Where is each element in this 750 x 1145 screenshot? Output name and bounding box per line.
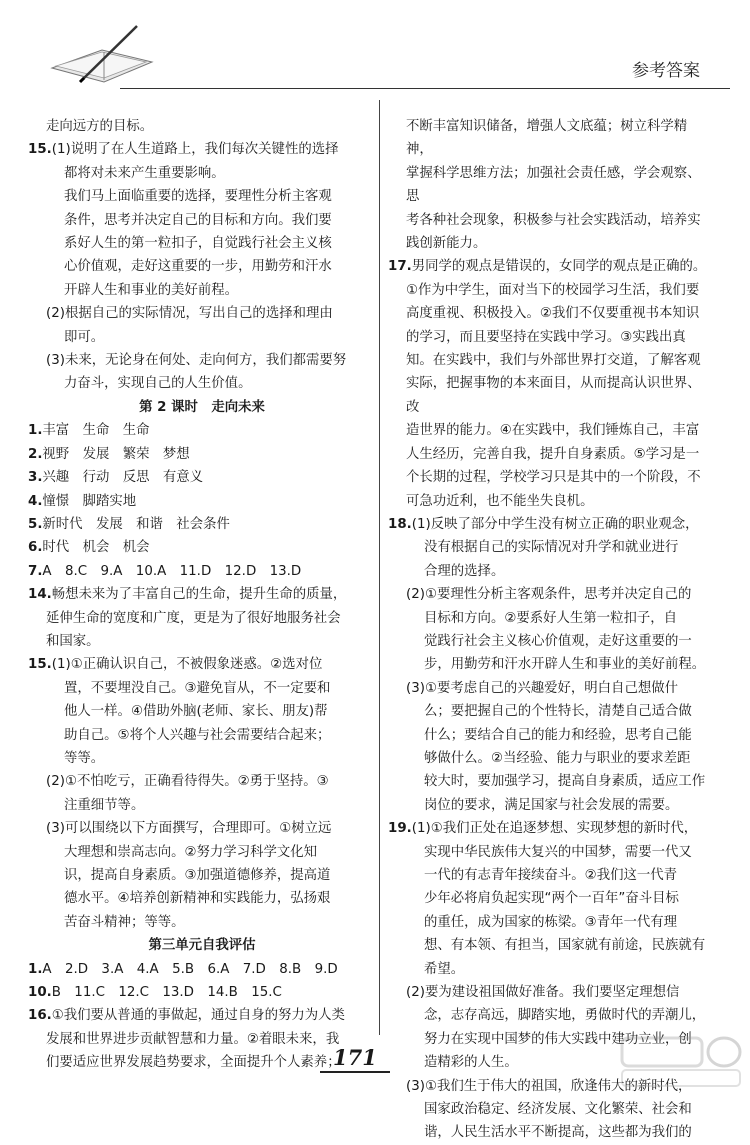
text-line	[28, 490, 376, 513]
text-line	[28, 583, 376, 606]
section-heading	[28, 396, 376, 419]
text-line	[388, 607, 708, 630]
line-text: 高度重视、积极投入。②我们不仅要重视书本知识	[406, 306, 700, 322]
line-text: 发展和世界进步贡献智慧和力量。②着眼未来，我	[46, 1031, 340, 1047]
text-line	[388, 302, 708, 325]
text-line	[388, 981, 708, 1004]
line-text: (3)①我们生于伟大的祖国，欣逢伟大的新时代，	[406, 1078, 692, 1094]
line-text: A 8.C 9.A 10.A 11.D 12.D 13.D	[42, 563, 302, 579]
page-number-underline	[320, 1071, 390, 1073]
line-text: 和国家。	[46, 633, 100, 649]
line-text: 兴趣 行动 反思 有意义	[42, 470, 204, 486]
line-text: 国家政治稳定、经济发展、文化繁荣、社会和	[424, 1102, 692, 1118]
line-text: (3)①要考虑自己的兴趣爱好，明白自己想做什	[406, 680, 679, 696]
line-text: 们要适应世界发展趋势要求，全面提升个人素养；	[46, 1055, 341, 1071]
line-text: 合理的选择。	[424, 563, 505, 579]
line-text: 岗位的要求，满足国家与社会发展的需要。	[424, 797, 679, 813]
line-text: 不断丰富知识储备，增强人文底蕴；树立科学精神，	[406, 119, 688, 158]
text-line	[388, 490, 708, 513]
line-text: 念，志存高远，脚踏实地，勇做时代的弄潮儿，	[424, 1008, 706, 1024]
text-line	[28, 1028, 376, 1051]
text-line	[28, 326, 376, 349]
text-line	[28, 302, 376, 325]
question-number: 1.	[28, 423, 43, 439]
line-text: 可急功近利，也不能坐失良机。	[406, 493, 594, 509]
line-text: 实际，把握事物的本来面目，从而提高认识世界、改	[406, 376, 701, 415]
header-rule	[120, 88, 730, 89]
text-line	[388, 209, 708, 232]
text-line	[28, 700, 376, 723]
text-line	[28, 279, 376, 302]
text-line	[388, 700, 708, 723]
text-line	[388, 770, 708, 793]
watermark-logo	[612, 1030, 747, 1090]
text-line	[28, 911, 376, 934]
line-text: 想、有本领、有担当，国家就有前途，民族就有	[424, 938, 706, 954]
text-line	[388, 279, 708, 302]
line-text: 都将对未来产生重要影响。	[64, 165, 225, 181]
line-text: 造精彩的人生。	[424, 1055, 518, 1071]
text-line	[28, 560, 376, 583]
text-line	[28, 653, 376, 676]
line-text: 践创新能力。	[406, 236, 487, 252]
text-line	[28, 209, 376, 232]
text-line	[28, 724, 376, 747]
text-line	[28, 794, 376, 817]
line-text: 置，不要埋没自己。③避免盲从，不一定要和	[64, 680, 331, 696]
line-text: ①我们要从普通的事做起，通过自身的努力为人类	[51, 1008, 345, 1024]
question-number: 6.	[28, 540, 43, 556]
text-line	[28, 372, 376, 395]
line-text: (1)①我们正处在追逐梦想、实现梦想的新时代，	[411, 821, 698, 837]
question-number: 3.	[28, 470, 43, 486]
line-text: 条件，思考并决定自己的目标和方向。我们要	[64, 212, 332, 228]
question-number: 4.	[28, 493, 43, 509]
text-line	[28, 817, 376, 840]
line-text: (1)说明了在人生道路上，我们每次关键性的选择	[51, 142, 339, 158]
line-text: 么；要把握自己的个性特长，清楚自己适合做	[424, 704, 692, 720]
line-text: 个长期的过程，学校学习只是其中的一个阶段，不	[406, 470, 701, 486]
line-text: 谐，人民生活水平不断提高，这些都为我们的	[424, 1125, 692, 1141]
text-line	[388, 817, 708, 840]
text-line	[388, 349, 708, 372]
line-text: 等等。	[64, 750, 105, 766]
text-line	[388, 841, 708, 864]
line-text: 男同学的观点是错误的，女同学的观点是正确的。	[411, 259, 707, 275]
text-line	[388, 653, 708, 676]
line-text: 什么；要结合自己的能力和经验，思考自己能	[424, 727, 692, 743]
text-line	[28, 419, 376, 442]
line-text: 目标和方向。②要系好人生第一粒扣子，自	[424, 610, 678, 626]
section-heading	[28, 934, 376, 957]
line-text: 我们马上面临重要的选择，要理性分析主客观	[64, 189, 332, 205]
text-line	[388, 419, 708, 442]
book-pen-logo-icon	[42, 20, 162, 90]
line-text: 力奋斗，实现自己的人生价值。	[64, 376, 252, 392]
text-line	[28, 958, 376, 981]
line-text: 大理想和崇高志向。②努力学习科学文化知	[64, 844, 318, 860]
text-line	[28, 443, 376, 466]
text-line	[388, 911, 708, 934]
line-text: 视野 发展 繁荣 梦想	[42, 446, 190, 462]
line-text: 新时代 发展 和谐 社会条件	[42, 516, 230, 532]
right-column	[388, 115, 708, 1145]
left-column	[28, 115, 376, 1075]
question-number: 18.	[388, 516, 412, 532]
line-text: 没有根据自己的实际情况对升学和就业进行	[424, 540, 679, 556]
text-line	[388, 536, 708, 559]
line-text: 实现中华民族伟大复兴的中国梦，需要一代又	[424, 844, 692, 860]
line-text: 苦奋斗精神；等等。	[64, 914, 185, 930]
text-line	[28, 841, 376, 864]
question-number: 2.	[28, 446, 43, 462]
line-text: 时代 机会 机会	[42, 540, 150, 556]
text-line	[388, 958, 708, 981]
text-line	[28, 1004, 376, 1027]
line-text: 延伸生命的宽度和广度，更是为了很好地服务社会	[46, 610, 341, 626]
line-text: 畅想未来为了丰富自己的生命，提升生命的质量，	[51, 587, 347, 603]
text-line	[28, 349, 376, 372]
text-line	[28, 981, 376, 1004]
line-text: 努力在实现中国梦的伟大实践中建功立业，创	[424, 1031, 692, 1047]
text-line	[28, 770, 376, 793]
text-line	[28, 513, 376, 536]
line-text: 第三单元自我评估	[148, 938, 256, 954]
page-header	[0, 0, 750, 100]
text-line	[388, 443, 708, 466]
question-number: 17.	[388, 259, 412, 275]
text-line	[388, 372, 708, 419]
line-text: 德水平。④培养创新精神和实践能力，弘扬艰	[64, 891, 331, 907]
line-text: A 2.D 3.A 4.A 5.B 6.A 7.D 8.B 9.D	[42, 961, 338, 977]
text-line	[388, 1098, 708, 1121]
line-text: B 11.C 12.C 13.D 14.B 15.C	[51, 985, 282, 1001]
text-line	[28, 232, 376, 255]
line-text: 系好人生的第一粒扣子，自觉践行社会主义核	[64, 236, 332, 252]
line-text: (1)①正确认识自己，不被假象迷惑。②选对位	[51, 657, 323, 673]
question-number: 15.	[28, 142, 52, 158]
text-line	[388, 747, 708, 770]
text-line	[388, 326, 708, 349]
text-line	[28, 185, 376, 208]
text-line	[28, 536, 376, 559]
line-text: 掌握科学思维方法；加强社会责任感，学会观察、思	[406, 165, 701, 205]
text-line	[388, 934, 708, 957]
question-number: 19.	[388, 821, 412, 837]
question-number: 10.	[28, 985, 52, 1001]
line-text: 造世界的能力。④在实践中，我们锤炼自己，丰富	[406, 423, 700, 439]
question-number: 15.	[28, 657, 52, 673]
line-text: 他人一样。④借助外脑(老师、家长、朋友)帮	[64, 704, 328, 720]
line-text: 丰富 生命 生命	[42, 423, 150, 439]
line-text: ①作为中学生，面对当下的校园学习生活，我们要	[406, 282, 700, 298]
page-number: 171	[333, 1045, 377, 1070]
text-line	[28, 607, 376, 630]
text-line	[28, 115, 376, 138]
text-line	[388, 1004, 708, 1027]
line-text: 识，提高自身素质。③加强道德修养，提高道	[64, 868, 331, 883]
text-line	[28, 138, 376, 161]
line-text: 人生经历，完善自我，提升自身素质。⑤学习是一	[406, 446, 700, 462]
text-line	[388, 887, 708, 910]
line-text: 注重细节等。	[64, 797, 145, 813]
text-line	[388, 232, 708, 255]
line-text: 一代的有志青年接续奋斗。②我们这一代青	[424, 868, 678, 883]
text-line	[388, 630, 708, 653]
text-line	[28, 255, 376, 278]
line-text: (2)根据自己的实际情况，写出自己的选择和理由	[46, 306, 333, 322]
line-text: 憧憬 脚踏实地	[42, 493, 137, 509]
line-text: 够做什么。②当经验、能力与职业的要求差距	[424, 750, 691, 766]
question-number: 7.	[28, 563, 43, 579]
line-text: 第 2 课时 走向未来	[139, 399, 265, 415]
line-text: 走向远方的目标。	[46, 119, 154, 134]
text-line	[388, 255, 708, 278]
line-text: 的重任，成为国家的栋梁。③青年一代有理	[424, 914, 678, 930]
text-line	[388, 162, 708, 209]
question-number: 14.	[28, 587, 52, 603]
text-line	[388, 466, 708, 489]
line-text: (3)未来，无论身在何处、走向何方，我们都需要努	[46, 353, 347, 369]
line-text: (1)反映了部分中学生没有树立正确的职业观念，	[411, 516, 699, 532]
text-line	[388, 724, 708, 747]
column-divider	[379, 100, 380, 1035]
text-line	[388, 513, 708, 536]
line-text: (2)要为建设祖国做好准备。我们要坚定理想信	[406, 985, 680, 1001]
text-line	[28, 864, 376, 887]
line-text: (2)①不怕吃亏，正确看待得失。②勇于坚持。③	[46, 774, 329, 790]
text-line	[388, 677, 708, 700]
question-number: 5.	[28, 516, 43, 532]
text-line	[388, 115, 708, 162]
text-line	[28, 466, 376, 489]
text-line	[388, 864, 708, 887]
line-text: 少年必将肩负起实现“两个一百年”奋斗目标	[424, 891, 679, 907]
question-number: 16.	[28, 1008, 52, 1024]
line-text: 心价值观，走好这重要的一步，用勤劳和汗水	[64, 259, 332, 275]
line-text: 考各种社会现象，积极参与社会实践活动，培养实	[406, 212, 701, 228]
line-text: (2)①要理性分析主客观条件，思考并决定自己的	[406, 587, 692, 603]
line-text: 知。在实践中，我们与外部世界打交道，了解客观	[406, 353, 701, 369]
text-line	[388, 583, 708, 606]
line-text: 希望。	[424, 961, 465, 977]
question-number: 1.	[28, 961, 43, 977]
text-line	[28, 162, 376, 185]
line-text: 即可。	[64, 329, 105, 345]
line-text: 较大时，要加强学习，提高自身素质，适应工作	[424, 774, 706, 790]
text-line	[388, 560, 708, 583]
line-text: 觉践行社会主义核心价值观，走好这重要的一	[424, 633, 692, 649]
line-text: 步，用勤劳和汗水开辟人生和事业的美好前程。	[424, 657, 706, 673]
text-line	[28, 747, 376, 770]
text-line	[28, 630, 376, 653]
line-text: 的学习，而且要坚持在实践中学习。③实践出真	[406, 329, 686, 345]
header-title: 参考答案	[632, 61, 700, 81]
text-line	[28, 887, 376, 910]
text-line	[28, 677, 376, 700]
text-line	[388, 794, 708, 817]
line-text: (3)可以围绕以下方面撰写，合理即可。①树立远	[46, 821, 332, 837]
line-text: 开辟人生和事业的美好前程。	[64, 282, 239, 298]
text-line	[388, 1121, 708, 1144]
line-text: 助自己。⑤将个人兴趣与社会需要结合起来；	[64, 727, 331, 743]
